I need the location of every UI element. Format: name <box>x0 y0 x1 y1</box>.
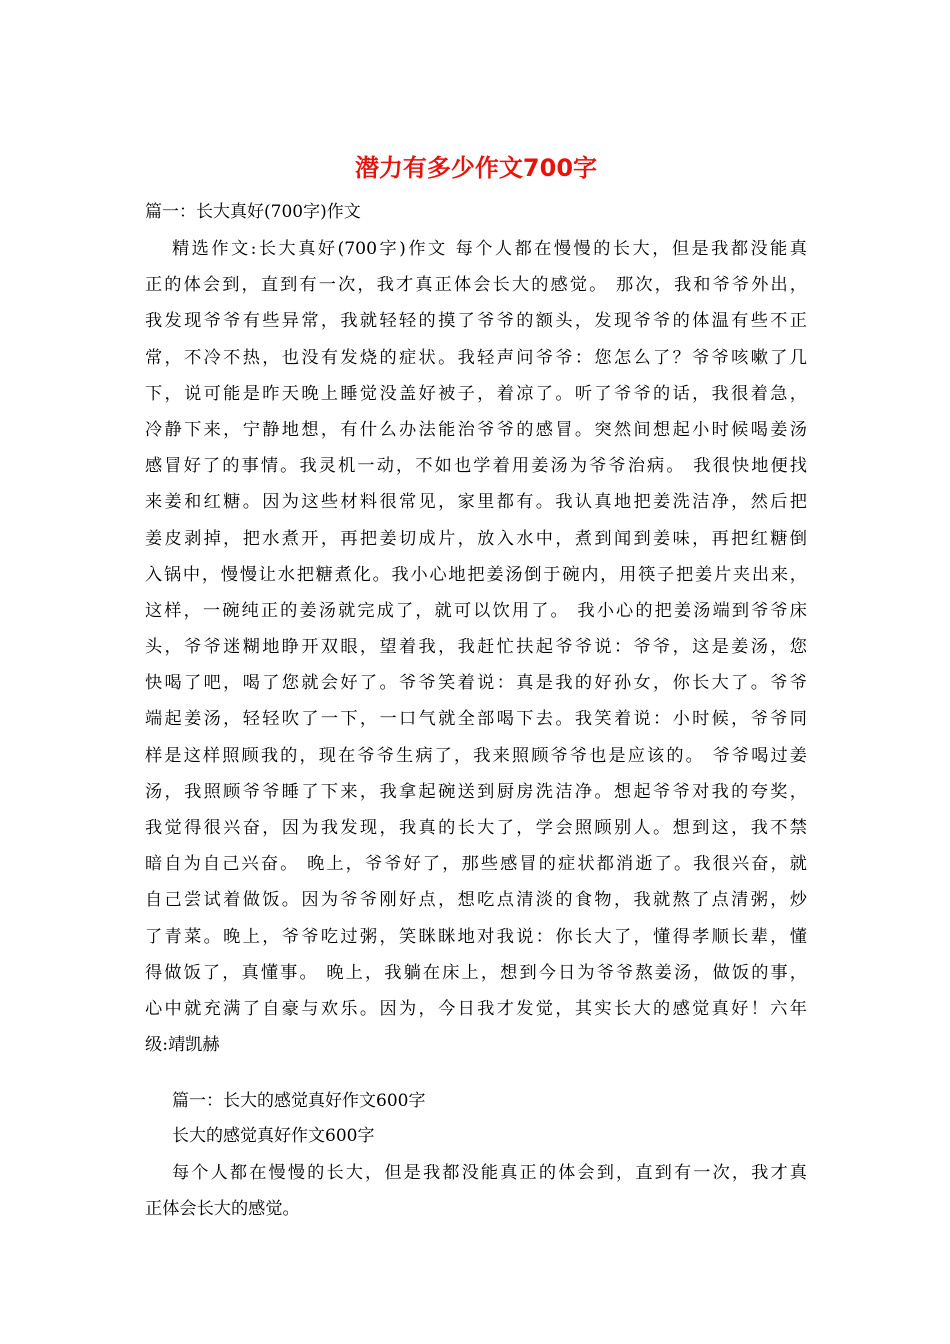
essay-1-line: 端起姜汤，轻轻吹了一下，一口气就全部喝下去。我笑着说：小时候，爷爷同 <box>145 709 807 730</box>
essay-1-line: 快喝了吧，喝了您就会好了。爷爷笑着说：真是我的好孙女，你长大了。爷爷 <box>145 673 807 694</box>
essay-1-line: 冷静下来，宁静地想，有什么办法能治爷爷的感冒。突然间想起小时候喝姜汤 <box>145 419 807 440</box>
essay-1-line: 我觉得很兴奋，因为我发现，我真的长大了，学会照顾别人。想到这，我不禁 <box>145 818 807 838</box>
essay-1-body <box>145 231 807 1063</box>
essay-1-line: 常，不冷不热，也没有发烧的症状。我轻声问爷爷：您怎么了？爷爷咳嗽了几 <box>145 347 807 368</box>
essay-1-line: 自己尝试着做饭。因为爷爷刚好点，想吃点清淡的食物，我就熬了点清粥，炒 <box>145 890 807 911</box>
essay-1-line: 样是这样照顾我的，现在爷爷生病了，我来照顾爷爷也是应该的。 爷爷喝过姜 <box>145 745 807 766</box>
essay-1-line: 姜皮剥掉，把水煮开，再把姜切成片，放入水中，煮到闻到姜味，再把红糖倒 <box>145 528 807 549</box>
document-title: 潜力有多少作文700字 <box>354 154 598 182</box>
essay-1-line: 得做饭了，真懂事。 晚上，我躺在床上，想到今日为爷爷熬姜汤，做饭的事， <box>145 962 807 983</box>
essay-2-body <box>145 1155 807 1227</box>
essay-1-line: 正的体会到，直到有一次，我才真正体会长大的感觉。 那次，我和爷爷外出， <box>145 275 807 296</box>
essay-1-line: 这样，一碗纯正的姜汤就完成了，就可以饮用了。 我小心的把姜汤端到爷爷床 <box>145 600 807 621</box>
essay-1-line: 暗自为自己兴奋。 晚上，爷爷好了，那些感冒的症状都消逝了。我很兴奋，就 <box>145 854 807 875</box>
essay-1-line: 心中就充满了自豪与欢乐。因为，今日我才发觉，其实长大的感觉真好！六年 <box>145 998 807 1019</box>
essay-1-line: 级:靖凯赫 <box>145 1035 220 1056</box>
essay-1-line: 精选作文:长大真好(700字)作文 每个人都在慢慢的长大，但是我都没能真 <box>172 239 807 259</box>
essay-1-line: 入锅中，慢慢让水把糖煮化。我小心地把姜汤倒于碗内，用筷子把姜片夹出来， <box>145 564 807 585</box>
essay-2-line: 每个人都在慢慢的长大，但是我都没能真正的体会到，直到有一次，我才真 <box>172 1163 807 1183</box>
section-heading-2: 篇一：长大的感觉真好作文600字 <box>172 1091 426 1111</box>
essay-2-line: 正体会长大的感觉。 <box>145 1199 300 1220</box>
essay-1-line: 来姜和红糖。因为这些材料很常见，家里都有。我认真地把姜洗洁净，然后把 <box>145 492 807 513</box>
essay-1-line: 我发现爷爷有些异常，我就轻轻的摸了爷爷的额头，发现爷爷的体温有些不正 <box>145 311 807 332</box>
essay-1-line: 头，爷爷迷糊地睁开双眼，望着我，我赶忙扶起爷爷说：爷爷，这是姜汤，您 <box>145 637 807 658</box>
essay-1-line: 感冒好了的事情。我灵机一动，不如也学着用姜汤为爷爷治病。 我很快地便找 <box>145 456 807 477</box>
essay-1-line: 了青菜。晚上，爷爷吃过粥，笑眯眯地对我说：你长大了，懂得孝顺长辈，懂 <box>145 926 807 947</box>
section-heading-1: 篇一：长大真好(700字)作文 <box>145 202 361 222</box>
essay-1-line: 下，说可能是昨天晚上睡觉没盖好被子，着凉了。听了爷爷的话，我很着急， <box>145 383 807 404</box>
essay-1-line: 汤，我照顾爷爷睡了下来，我拿起碗送到厨房洗洁净。想起爷爷对我的夸奖， <box>145 781 807 802</box>
section-subtitle: 长大的感觉真好作文600字 <box>172 1126 375 1146</box>
